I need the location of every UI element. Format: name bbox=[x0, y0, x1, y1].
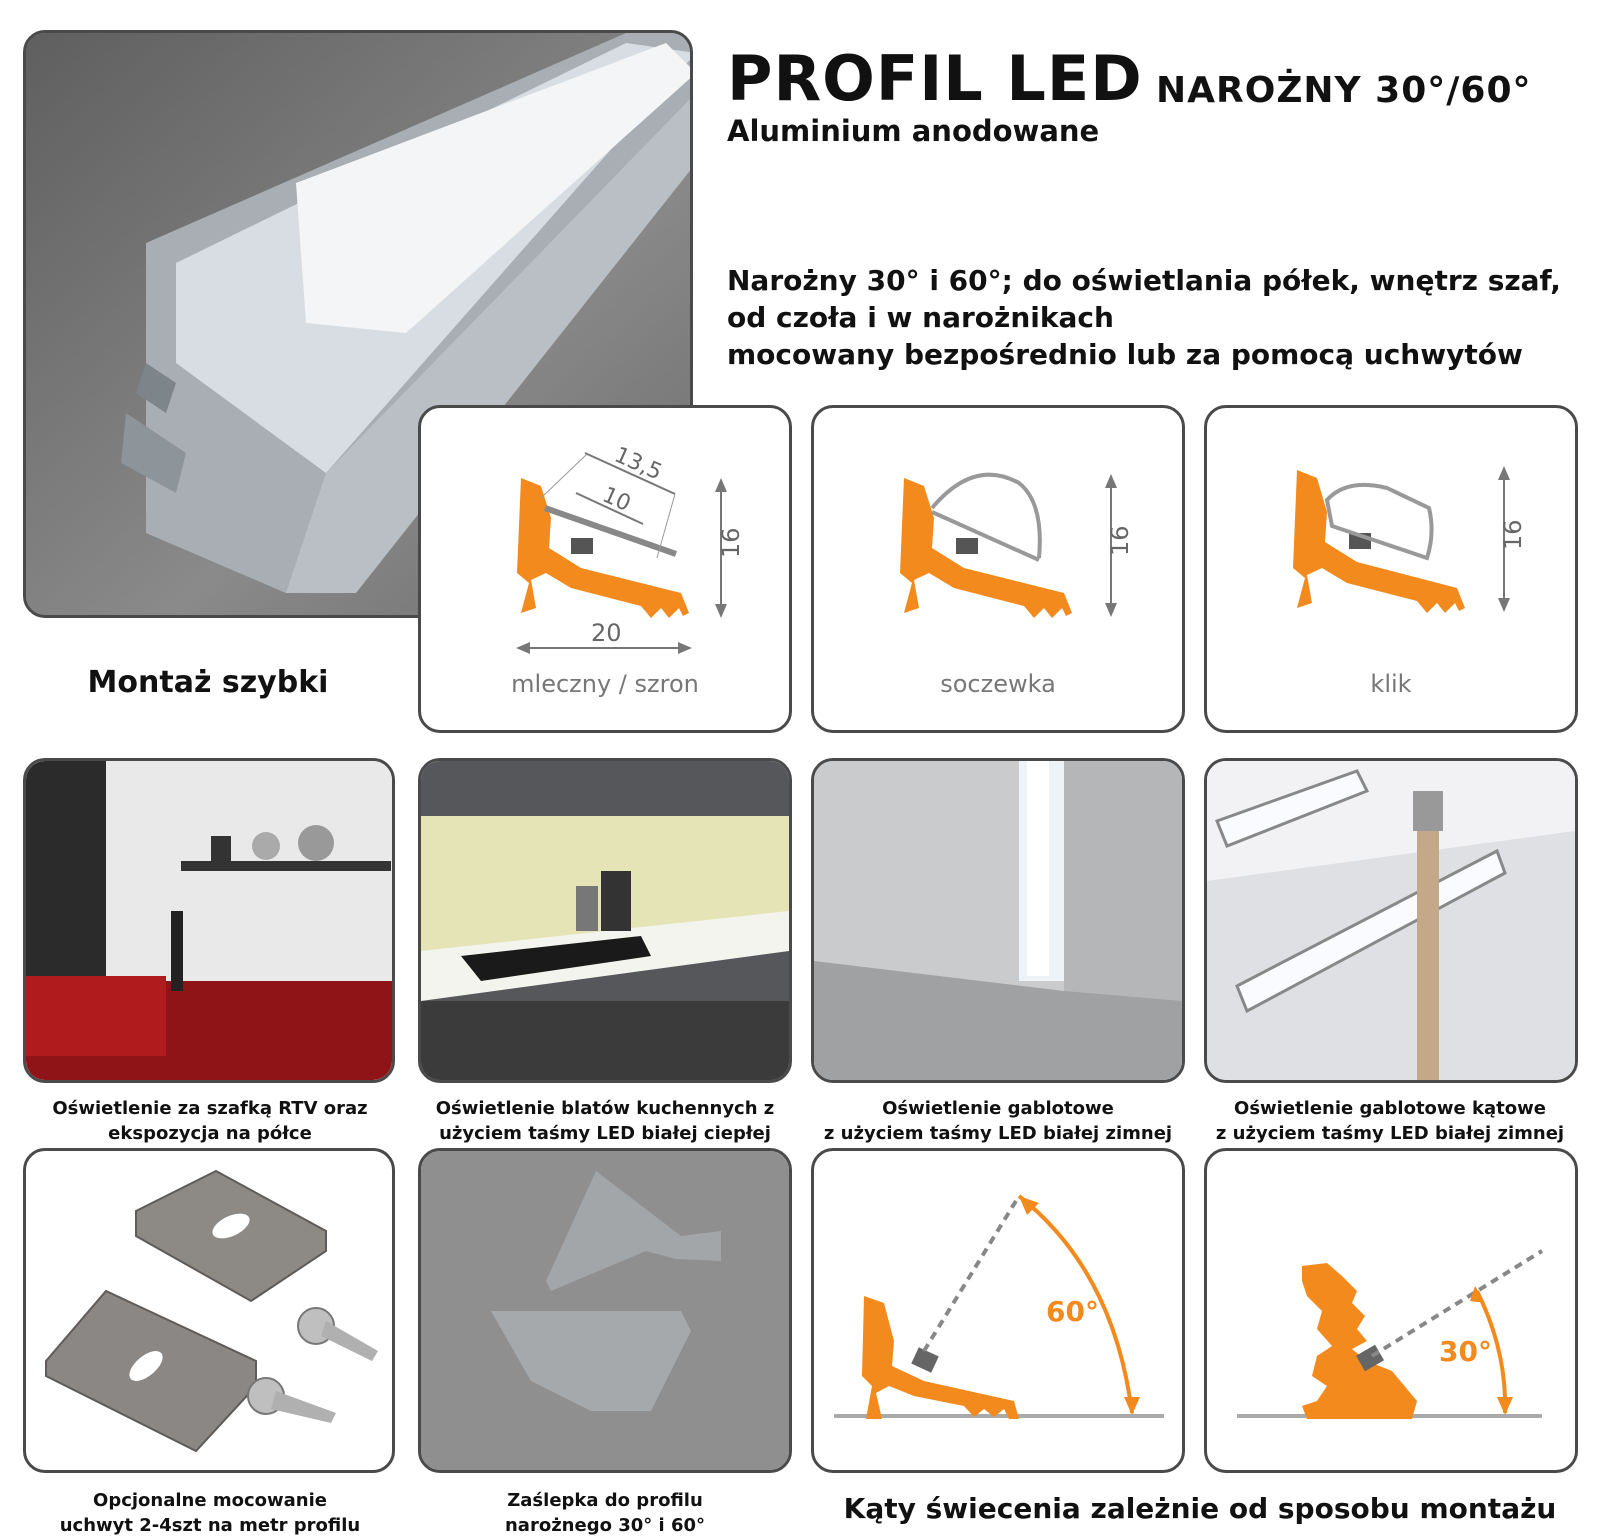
caption-line: Oświetlenie gablotowe bbox=[882, 1098, 1114, 1119]
corner-showcase-illustration bbox=[1207, 761, 1575, 1080]
caption-line: z użyciem taśmy LED białej zimnej bbox=[1215, 1123, 1565, 1144]
dim-height: 16 bbox=[1106, 525, 1134, 556]
application-photo-kitchen bbox=[418, 758, 792, 1083]
description-line: od czoła i w narożnikach bbox=[727, 301, 1114, 334]
angles-caption: Kąty świecenia zależnie od sposobu montażu bbox=[843, 1492, 1557, 1525]
caption-line: ekspozycja na półce bbox=[108, 1123, 312, 1144]
application-photo-corner-showcase bbox=[1204, 758, 1578, 1083]
mounting-label: Montaż szybki bbox=[87, 665, 329, 700]
application-photo-showcase bbox=[811, 758, 1185, 1083]
kitchen-illustration bbox=[421, 761, 789, 1080]
description-line: mocowany bezpośrednio lub za pomocą uchwytów bbox=[727, 338, 1523, 371]
dim-height: 16 bbox=[717, 527, 745, 558]
angle-value: 30° bbox=[1439, 1335, 1492, 1368]
application-photo-rtv bbox=[23, 758, 395, 1083]
rtv-room-illustration bbox=[26, 761, 392, 1080]
angle-60-illustration bbox=[814, 1151, 1182, 1470]
caption-line: narożnego 30° i 60° bbox=[504, 1515, 706, 1536]
dim-inner: 10 bbox=[598, 482, 635, 517]
angle-diagram-60 bbox=[811, 1148, 1185, 1473]
application-caption bbox=[1190, 1096, 1590, 1146]
caption-line: Zaślepka do profilu bbox=[507, 1490, 703, 1511]
material-label: Aluminium anodowane bbox=[727, 114, 1100, 148]
accessory-caption bbox=[405, 1488, 805, 1538]
mounting-bracket-photo bbox=[23, 1148, 395, 1473]
dim-width: 20 bbox=[591, 619, 622, 647]
angle-30-illustration bbox=[1207, 1151, 1575, 1470]
dim-height: 16 bbox=[1499, 519, 1527, 550]
product-title: PROFIL LED bbox=[727, 42, 1143, 115]
accessory-caption bbox=[10, 1488, 410, 1538]
variant-label: klik bbox=[1370, 670, 1412, 698]
variant-panel-click bbox=[1204, 405, 1578, 733]
showcase-illustration bbox=[814, 761, 1182, 1080]
caption-line: użyciem taśmy LED białej ciepłej bbox=[439, 1123, 771, 1144]
caption-line: Oświetlenie gablotowe kątowe bbox=[1234, 1098, 1546, 1119]
variant-panel-lens bbox=[811, 405, 1185, 733]
product-description bbox=[727, 262, 1561, 373]
end-caps-illustration bbox=[421, 1151, 789, 1470]
caption-line: Oświetlenie za szafką RTV oraz bbox=[52, 1098, 368, 1119]
dim-outer: 13,5 bbox=[610, 442, 666, 486]
variant-panel-milky bbox=[418, 405, 792, 733]
product-subtitle: NAROŻNY 30°/60° bbox=[1156, 70, 1532, 111]
bracket-screws-illustration bbox=[26, 1151, 392, 1470]
variant-label: mleczny / szron bbox=[511, 670, 699, 698]
end-cap-photo bbox=[418, 1148, 792, 1473]
angle-diagram-30 bbox=[1204, 1148, 1578, 1473]
caption-line: uchwyt 2-4szt na metr profilu bbox=[59, 1515, 361, 1536]
variant-label: soczewka bbox=[940, 670, 1056, 698]
caption-line: Oświetlenie blatów kuchennych z bbox=[435, 1098, 775, 1119]
caption-line: Opcjonalne mocowanie bbox=[93, 1490, 327, 1511]
description-line: Narożny 30° i 60°; do oświetlania półek, wnętrz szaf, bbox=[727, 264, 1561, 297]
application-caption bbox=[10, 1096, 410, 1146]
angle-value: 60° bbox=[1046, 1295, 1099, 1328]
application-caption bbox=[405, 1096, 805, 1146]
application-caption bbox=[798, 1096, 1198, 1146]
caption-line: z użyciem taśmy LED białej zimnej bbox=[823, 1123, 1173, 1144]
